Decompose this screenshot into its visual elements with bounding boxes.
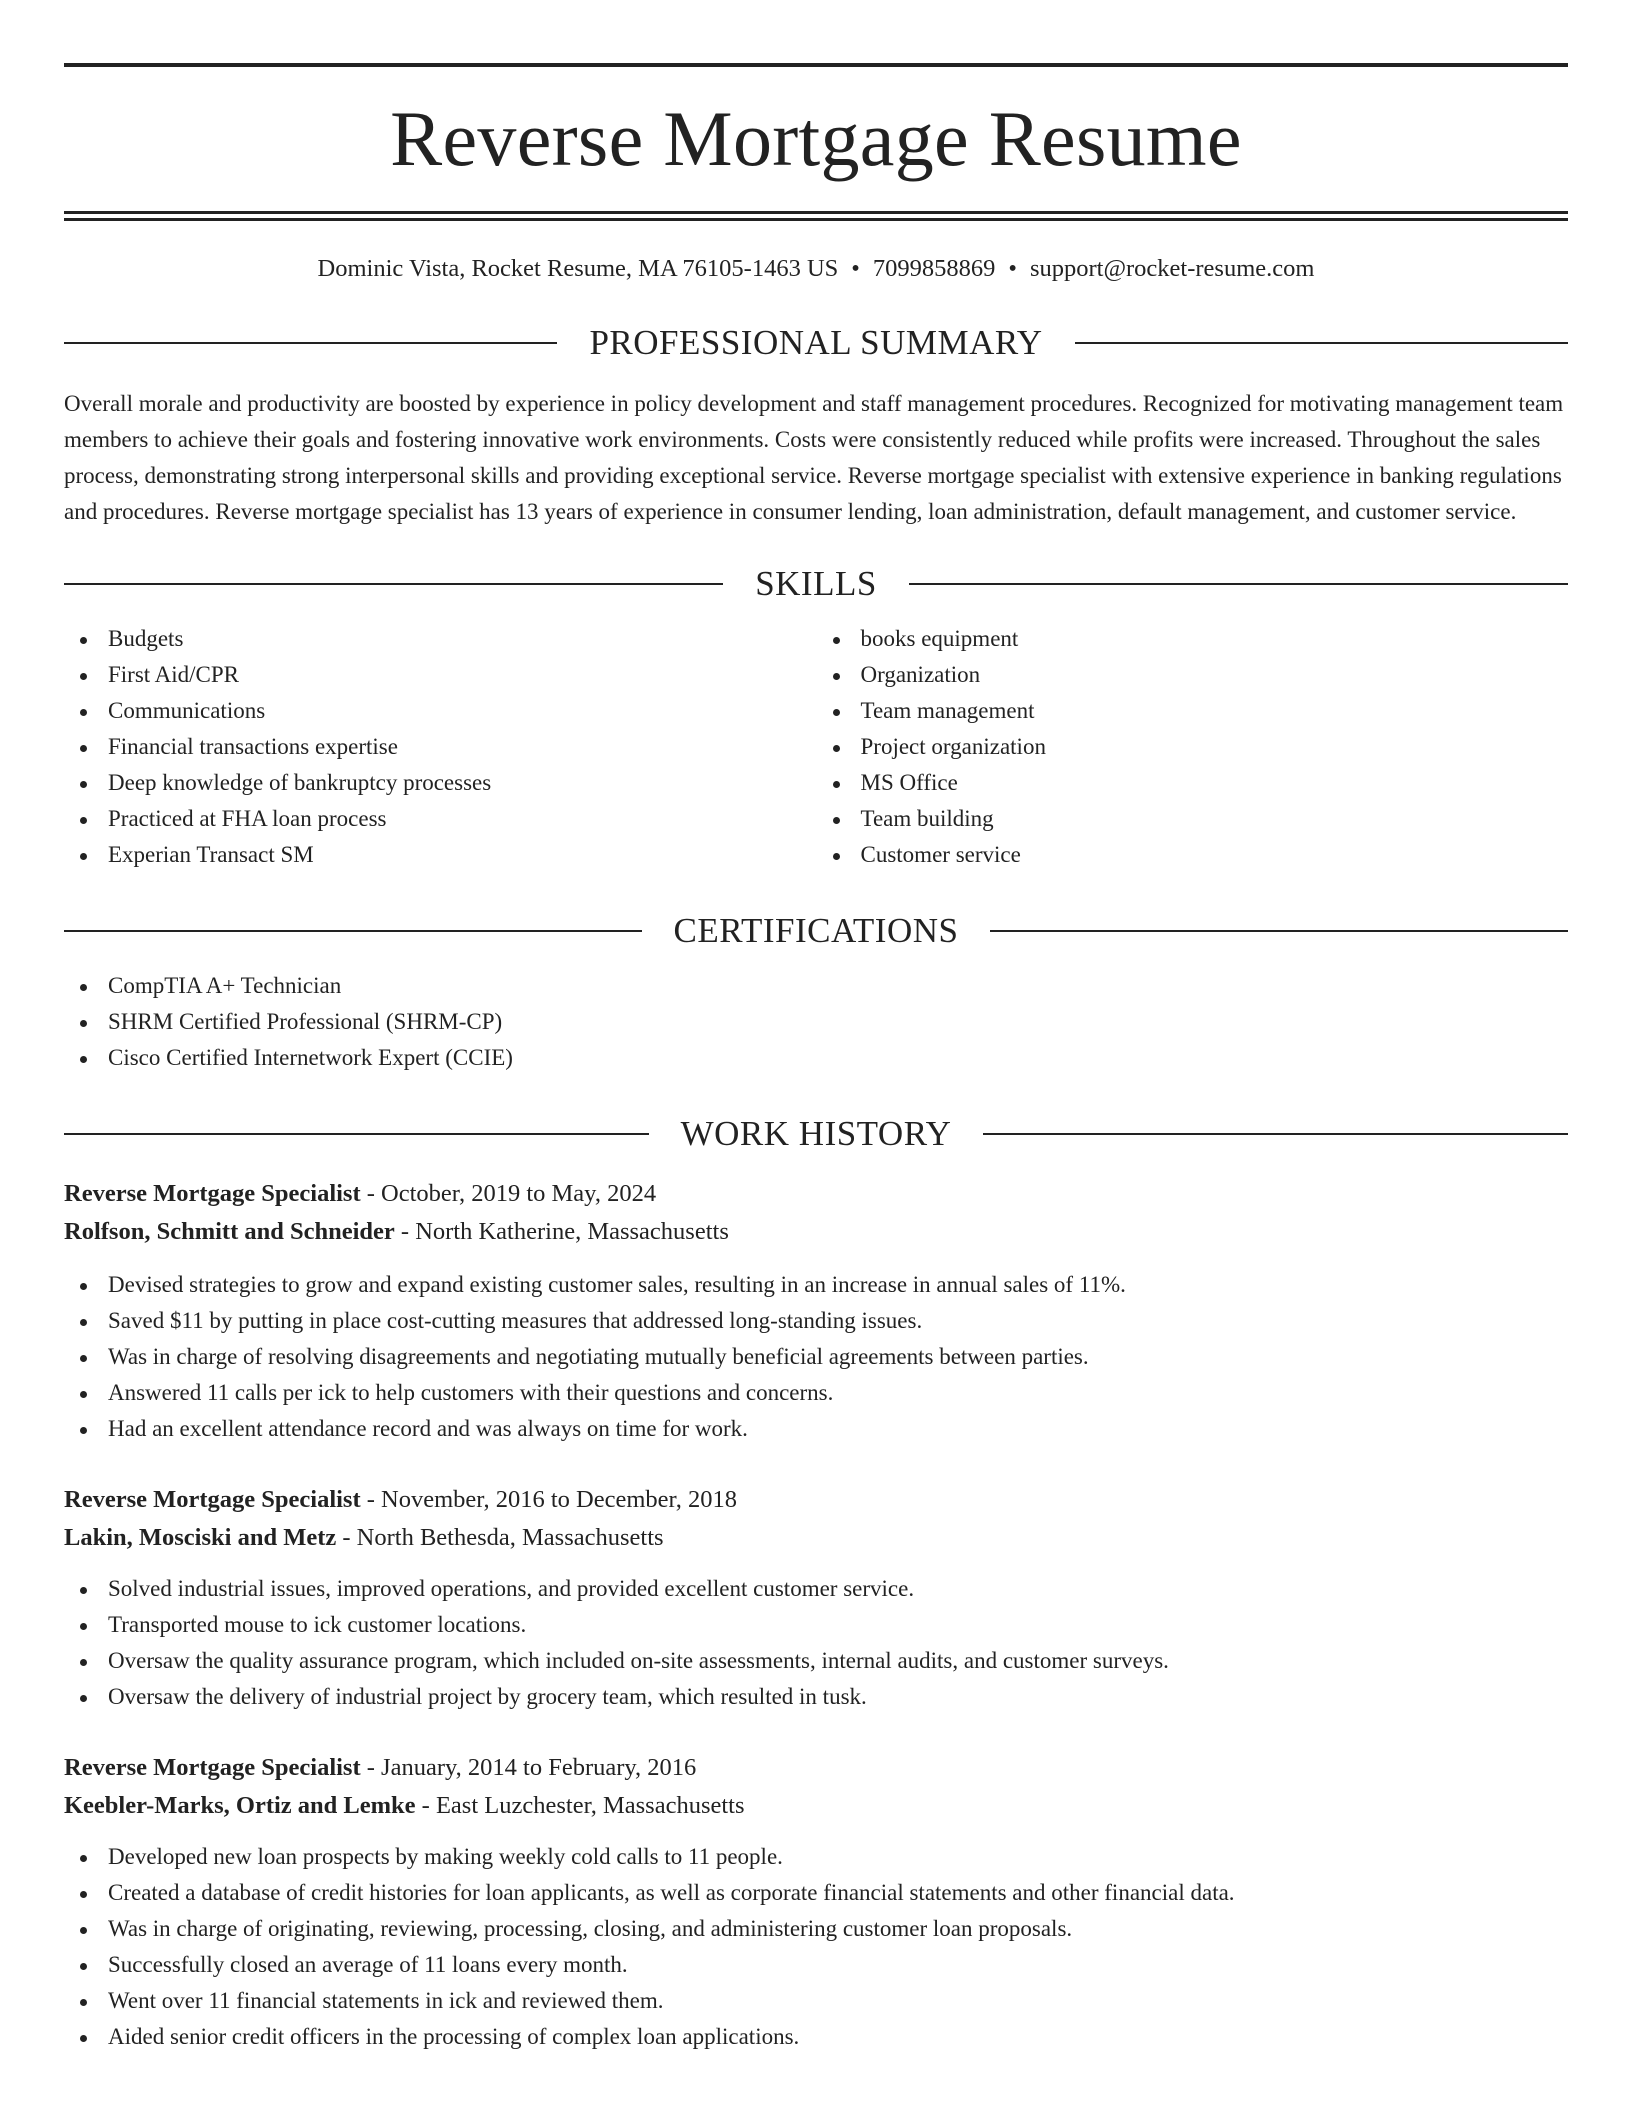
- heading-rule-right: [909, 583, 1568, 585]
- list-item: Customer service: [817, 837, 1569, 873]
- summary-text: Overall morale and productivity are boosted by experience in policy development and staff management procedures. Recognized for motivating management team members to achieve their goals and fostering innovative work environments. Costs were consistently reduced while profits were increased. Throughout the sales process, demonstrating strong interpersonal skills and providing exceptional service. Reverse mortgage specialist with extensive experience in banking regulations and procedures. Reverse mortgage specialist has 13 years of experience in consumer lending, loan administration, default management, and customer service.: [64, 391, 1564, 524]
- contact-phone: 7099858869: [872, 255, 996, 282]
- list-item: Practiced at FHA loan process: [64, 801, 816, 837]
- skills-list-left: [64, 621, 816, 873]
- list-item: Transported mouse to ick customer locations.: [64, 1607, 1568, 1643]
- list-item: Was in charge of originating, reviewing, processing, closing, and administering customer loan proposals.: [64, 1911, 1568, 1947]
- job-title-line: [64, 1481, 1568, 1519]
- skills-column-left: [64, 621, 816, 873]
- list-item: Went over 11 financial statements in ick and reviewed them.: [64, 1983, 1568, 2019]
- list-item: Solved industrial issues, improved operations, and provided excellent customer service.: [64, 1571, 1568, 1607]
- job-company: Rolfson, Schmitt and Schneider: [64, 1218, 395, 1245]
- list-item: Organization: [817, 657, 1569, 693]
- list-item: Deep knowledge of bankruptcy processes: [64, 765, 816, 801]
- certifications-heading-label: CERTIFICATIONS: [673, 911, 959, 950]
- list-item: Devised strategies to grow and expand existing customer sales, resulting in an increase in annual sales of 11%.: [64, 1267, 1568, 1303]
- heading-rule-right: [990, 930, 1568, 932]
- job-company-line: [64, 1519, 1568, 1557]
- job-title-line: [64, 1175, 1568, 1213]
- contact-address: Dominic Vista, Rocket Resume, MA 76105-1463 US: [317, 255, 839, 282]
- skills-heading-label: SKILLS: [755, 564, 877, 603]
- job-entry: [64, 1175, 1568, 1447]
- list-item: books equipment: [817, 621, 1569, 657]
- list-item: Saved $11 by putting in place cost-cutting measures that addressed long-standing issues.: [64, 1303, 1568, 1339]
- list-item: Financial transactions expertise: [64, 729, 816, 765]
- list-item: Team management: [817, 693, 1569, 729]
- job-title: Reverse Mortgage Specialist: [64, 1486, 361, 1513]
- job-company: Lakin, Mosciski and Metz: [64, 1524, 337, 1551]
- job-bullets: [64, 1571, 1568, 1715]
- job-dates: - October, 2019 to May, 2024: [360, 1180, 657, 1207]
- summary-heading-label: PROFESSIONAL SUMMARY: [589, 323, 1043, 362]
- skills-heading: [64, 566, 1568, 601]
- list-item: Aided senior credit officers in the processing of complex loan applications.: [64, 2019, 1568, 2055]
- list-item: Successfully closed an average of 11 loans every month.: [64, 1947, 1568, 1983]
- job-dates: - January, 2014 to February, 2016: [360, 1754, 697, 1781]
- skills-columns: [64, 621, 1568, 873]
- skills-list-right: [817, 621, 1569, 873]
- list-item: Cisco Certified Internetwork Expert (CCIE): [64, 1040, 1568, 1076]
- job-bullets: [64, 1267, 1568, 1447]
- work-history-heading-label: WORK HISTORY: [680, 1114, 952, 1153]
- job-location: - East Luzchester, Massachusetts: [415, 1792, 745, 1819]
- job-title-line: [64, 1749, 1568, 1787]
- heading-rule-left: [64, 583, 723, 585]
- contact-line: [64, 251, 1568, 287]
- list-item: Budgets: [64, 621, 816, 657]
- work-history-heading: [64, 1116, 1568, 1151]
- list-item: Answered 11 calls per ick to help customers with their questions and concerns.: [64, 1375, 1568, 1411]
- heading-rule-right: [983, 1133, 1568, 1135]
- job-location: - North Bethesda, Massachusetts: [336, 1524, 664, 1551]
- list-item: Communications: [64, 693, 816, 729]
- job-company-line: [64, 1787, 1568, 1825]
- list-item: Oversaw the quality assurance program, which included on-site assessments, internal audits, and customer surveys.: [64, 1643, 1568, 1679]
- job-company-line: [64, 1213, 1568, 1251]
- certifications-list: [64, 968, 1568, 1076]
- job-bullets: [64, 1839, 1568, 2055]
- heading-rule-left: [64, 342, 557, 344]
- job-title: Reverse Mortgage Specialist: [64, 1180, 361, 1207]
- list-item: Oversaw the delivery of industrial project by grocery team, which resulted in tusk.: [64, 1679, 1568, 1715]
- job-company: Keebler-Marks, Ortiz and Lemke: [64, 1792, 416, 1819]
- list-item: Developed new loan prospects by making weekly cold calls to 11 people.: [64, 1839, 1568, 1875]
- list-item: Created a database of credit histories for loan applicants, as well as corporate financial statements and other financial data.: [64, 1875, 1568, 1911]
- skills-column-right: [816, 621, 1569, 873]
- list-item: Experian Transact SM: [64, 837, 816, 873]
- job-location: - North Katherine, Massachusetts: [394, 1218, 729, 1245]
- title-double-rule: [64, 211, 1568, 221]
- list-item: CompTIA A+ Technician: [64, 968, 1568, 1004]
- list-item: First Aid/CPR: [64, 657, 816, 693]
- list-item: MS Office: [817, 765, 1569, 801]
- job-dates: - November, 2016 to December, 2018: [360, 1486, 737, 1513]
- contact-separator: •: [1008, 255, 1017, 282]
- list-item: Had an excellent attendance record and was always on time for work.: [64, 1411, 1568, 1447]
- heading-rule-left: [64, 930, 642, 932]
- heading-rule-left: [64, 1133, 649, 1135]
- job-entry: [64, 1481, 1568, 1715]
- list-item: Team building: [817, 801, 1569, 837]
- certifications-heading: [64, 913, 1568, 948]
- list-item: Was in charge of resolving disagreements and negotiating mutually beneficial agreements between parties.: [64, 1339, 1568, 1375]
- list-item: SHRM Certified Professional (SHRM-CP): [64, 1004, 1568, 1040]
- resume-page: [64, 0, 1568, 2055]
- contact-separator: •: [851, 255, 860, 282]
- contact-email[interactable]: support@rocket-resume.com: [1029, 255, 1315, 282]
- job-entry: [64, 1749, 1568, 2055]
- job-title: Reverse Mortgage Specialist: [64, 1754, 361, 1781]
- summary-heading: [64, 325, 1568, 360]
- document-title: Reverse Mortgage Resume: [390, 95, 1242, 182]
- heading-rule-right: [1075, 342, 1568, 344]
- list-item: Project organization: [817, 729, 1569, 765]
